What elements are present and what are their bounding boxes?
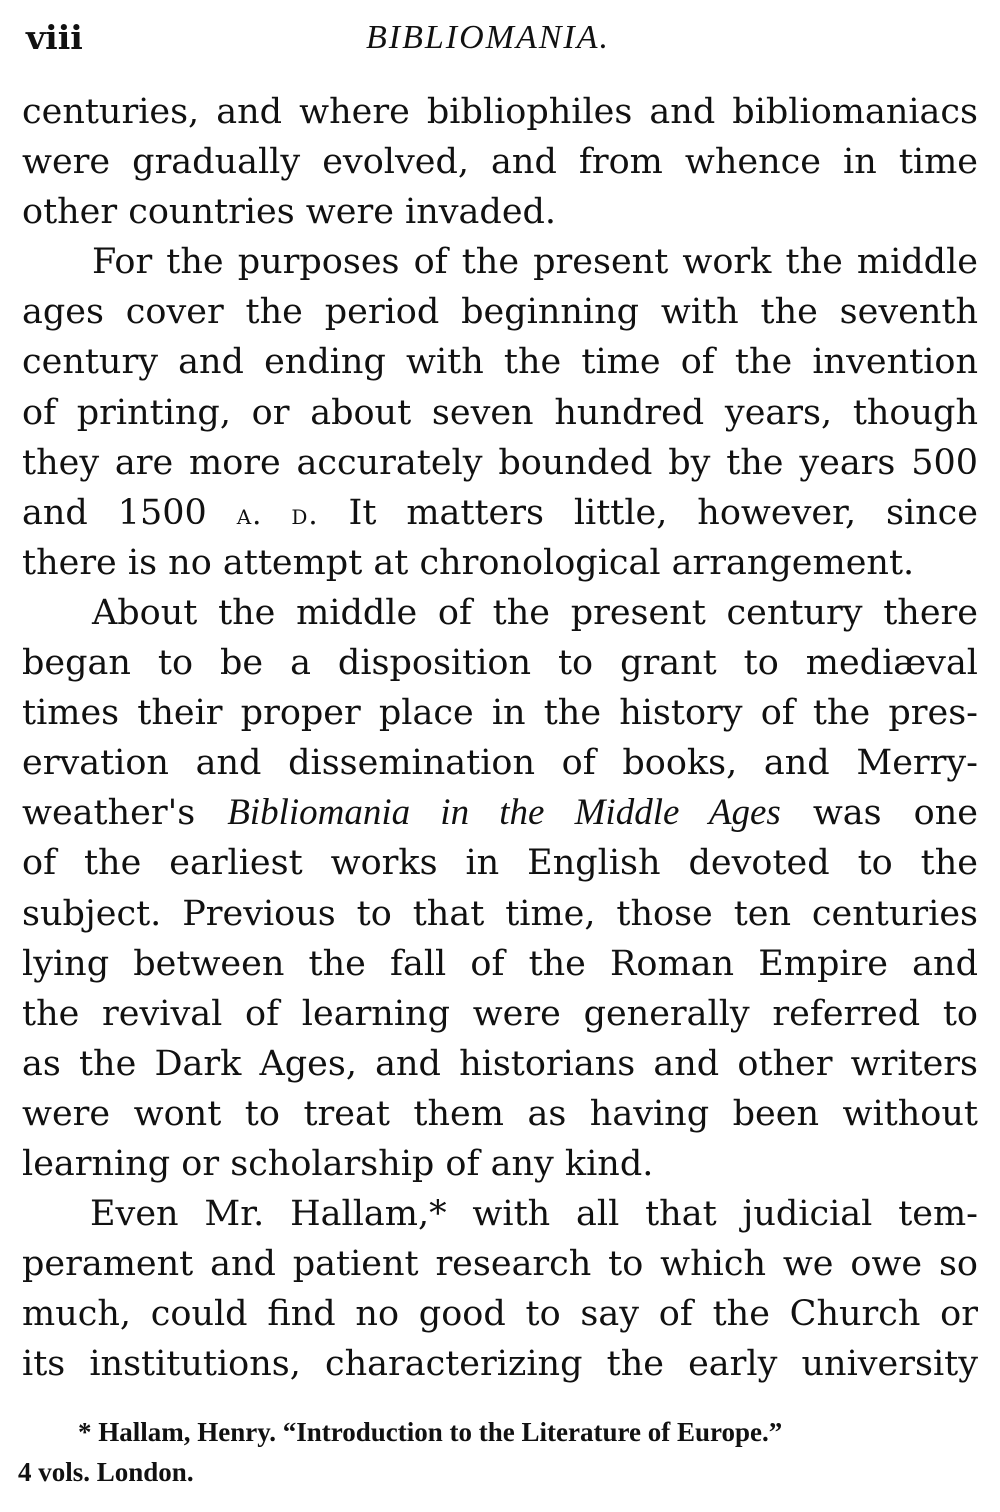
paragraph-start-line: About the middle of the present century there: [92, 592, 978, 633]
footnote-line: * Hallam, Henry. “Introduction to the Literature of Europe.”: [78, 1417, 783, 1447]
text-line: centuries, and where bibliophiles and bibliomaniacs: [22, 92, 978, 132]
text-line: the revival of learning were generally referred to: [22, 993, 978, 1034]
text-line: other countries were invaded.: [22, 192, 557, 233]
paragraph-start-line: Even Mr. Hallam,* with all that judicial tem-: [90, 1194, 978, 1235]
book-title: Bibliomania in the Middle Ages: [227, 792, 781, 834]
text-line: century and ending with the time of the invention: [22, 342, 978, 383]
footnote: [18, 1412, 976, 1492]
text-line: [22, 788, 978, 838]
text-line: times their proper place in the history of the pres-: [22, 693, 978, 734]
text-line: ages cover the period beginning with the seventh: [22, 292, 978, 333]
era-abbreviation: a. d.: [236, 496, 319, 531]
text-line: lying between the fall of the Roman Empire and: [22, 943, 978, 984]
text-line: [22, 488, 978, 538]
footnote-line: 4 vols. London.: [18, 1457, 194, 1487]
text-line: its institutions, characterizing the early university: [22, 1344, 978, 1385]
paragraph-start-line: For the purposes of the present work the middle: [92, 242, 978, 283]
running-title: BIBLIOMANIA.: [366, 19, 611, 56]
text-line: of the earliest works in English devoted to the: [22, 843, 978, 884]
text-fragment: It matters little, however, since: [318, 492, 978, 533]
body-text: [22, 87, 978, 1389]
text-line: as the Dark Ages, and historians and other writers: [22, 1043, 978, 1084]
text-line: much, could find no good to say of the Church or: [22, 1294, 978, 1335]
text-fragment: was one: [780, 793, 978, 834]
text-line: perament and patient research to which we owe so: [22, 1244, 978, 1285]
text-line: learning or scholarship of any kind.: [22, 1143, 654, 1184]
text-fragment: and 1500: [22, 492, 237, 533]
text-line: subject. Previous to that time, those ten centuries: [22, 893, 978, 934]
page-number: viii: [26, 18, 83, 57]
text-line: there is no attempt at chronological arrangement.: [22, 542, 915, 583]
text-line: ervation and dissemination of books, and Merry-: [22, 743, 978, 784]
text-line: of printing, or about seven hundred years, though: [22, 392, 978, 433]
text-fragment: weather's: [22, 793, 228, 834]
text-line: they are more accurately bounded by the years 500: [22, 442, 978, 483]
text-line: began to be a disposition to grant to mediæval: [22, 643, 978, 684]
text-line: were gradually evolved, and from whence in time: [22, 142, 978, 183]
running-head: [26, 14, 976, 64]
text-line: were wont to treat them as having been without: [22, 1093, 978, 1134]
